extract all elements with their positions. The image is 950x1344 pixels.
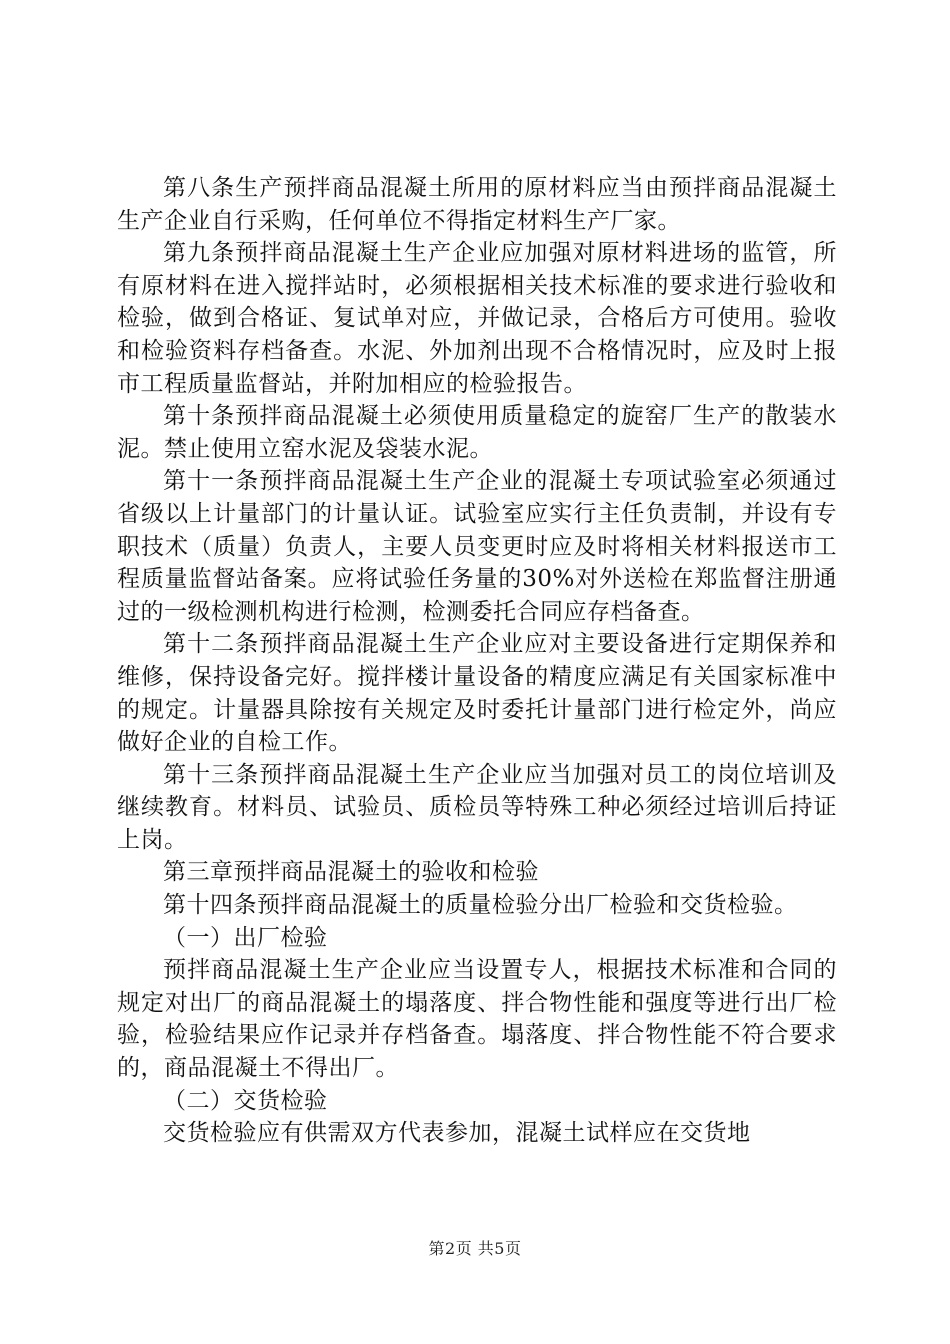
article-11-paragraph: 第十一条预拌商品混凝土生产企业的混凝土专项试验室必须通过省级以上计量部门的计量认证。试验室应实行主任负责制，并设有专职技术（质量）负责人，主要人员变更时应及时将相关材料报送市工程质量监督站备案。应将试验任务量的30%对外送检在郑监督注册通过的一级检测机构进行检测，检测委托合同应存档备查。 bbox=[117, 468, 837, 625]
article-9-paragraph: 第九条预拌商品混凝土生产企业应加强对原材料进场的监管，所有原材料在进入搅拌站时，必须根据相关技术标准的要求进行验收和检验，做到合格证、复试单对应，并做记录，合格后方可使用。验收和检验资料存档备查。水泥、外加剂出现不合格情况时，应及时上报市工程质量监督站，并附加相应的检验报告。 bbox=[117, 240, 837, 397]
article-14-paragraph: 第十四条预拌商品混凝土的质量检验分出厂检验和交货检验。 bbox=[163, 892, 798, 919]
section-1-heading: （一）出厂检验 bbox=[163, 924, 328, 951]
article-8-paragraph: 第八条生产预拌商品混凝土所用的原材料应当由预拌商品混凝土生产企业自行采购，任何单位不得指定材料生产厂家。 bbox=[117, 175, 837, 234]
document-body bbox=[117, 172, 837, 1150]
article-12-paragraph: 第十二条预拌商品混凝土生产企业应对主要设备进行定期保养和维修，保持设备完好。搅拌楼计量设备的精度应满足有关国家标准中的规定。计量器具除按有关规定及时委托计量部门进行检定外，尚应做好企业的自检工作。 bbox=[117, 631, 837, 756]
article-13-paragraph: 第十三条预拌商品混凝土生产企业应当加强对员工的岗位培训及继续教育。材料员、试验员、质检员等特殊工种必须经过培训后持证上岗。 bbox=[117, 761, 837, 853]
section-2-heading: （二）交货检验 bbox=[163, 1087, 328, 1114]
article-10-paragraph: 第十条预拌商品混凝土必须使用质量稳定的旋窑厂生产的散装水泥。禁止使用立窑水泥及袋装水泥。 bbox=[117, 403, 837, 462]
chapter-3-heading: 第三章预拌商品混凝土的验收和检验 bbox=[163, 859, 539, 886]
section-2-paragraph: 交货检验应有供需双方代表参加，混凝土试样应在交货地 bbox=[163, 1120, 751, 1147]
page-number-footer: 第2页 共5页 bbox=[428, 1239, 522, 1258]
section-1-paragraph: 预拌商品混凝土生产企业应当设置专人，根据技术标准和合同的规定对出厂的商品混凝土的塌落度、拌合物性能和强度等进行出厂检验，检验结果应作记录并存档备查。塌落度、拌合物性能不符合要求的，商品混凝土不得出厂。 bbox=[117, 957, 837, 1082]
